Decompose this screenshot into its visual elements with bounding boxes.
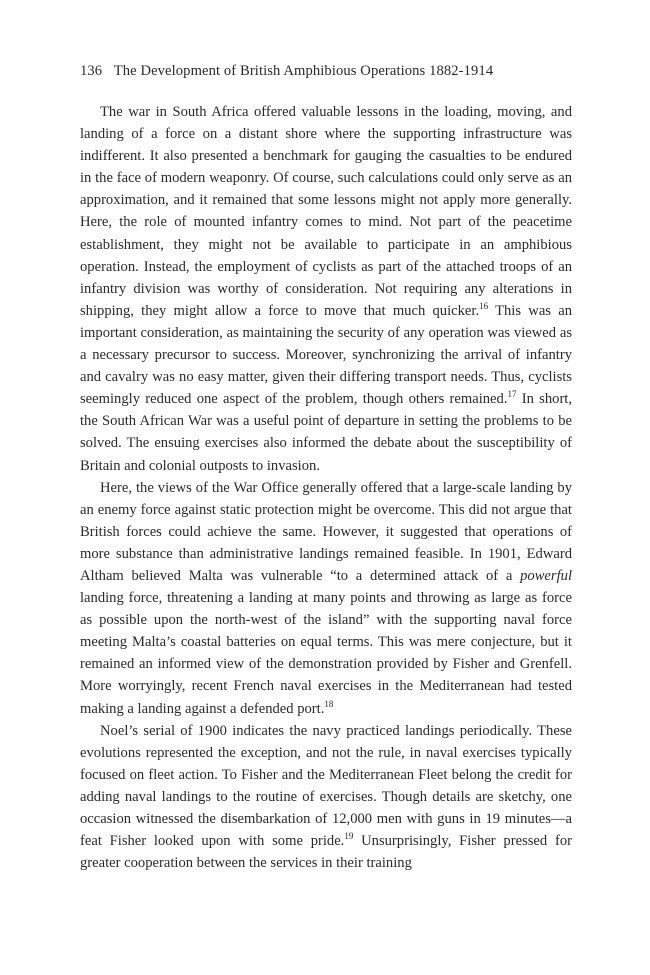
running-header <box>80 63 493 80</box>
text-run: In short, the South African War was a useful point of departure in setting the problems to be solved. The ensuing exercises also informed the debate about the susceptibility of Britain and colonial outposts to invasion. <box>80 391 573 474</box>
text-run: Unsurprisingly, Fisher pressed for greater cooperation between the services in their training <box>80 833 572 872</box>
paragraph <box>80 477 572 720</box>
paragraph <box>80 720 572 875</box>
italic-text: powerful <box>520 567 572 584</box>
footnote-ref: 19 <box>344 831 354 842</box>
running-title: The Development of British Amphibious Operations 1882-1914 <box>113 63 494 79</box>
body-text <box>80 101 572 874</box>
footnote-ref: 18 <box>324 698 334 709</box>
text-run: Here, the views of the War Office generally offered that a large-scale landing by an enemy force against static protection might be overcome. This did not argue that British forces could achieve the same. However, it suggested that operations of more substance than administrative landings remained feasible. In 1901, Edward Altham believed Malta was vulnerable “to a determined attack of a <box>80 479 572 584</box>
footnote-ref: 17 <box>507 389 517 400</box>
footnote-ref: 16 <box>479 300 489 311</box>
text-run: The war in South Africa offered valuable lessons in the loading, moving, and landing of a force on a distant shore where the supporting infrastructure was indifferent. It also presented a benchmark for gauging the casualties to be endured in the face of modern weaponry. Of course, such calculations could only serve as an approximation, and it remained that some lessons might not apply more generally. Here, the role of mounted infantry comes to mind. Not part of the peacetime establishment, they might not be available to participate in an amphibious operation. Instead, the employment of cyclists as part of the attached troops of an infantry division was worthy of consideration. Not requiring any alterations in shipping, they might allow a force to move that much quicker. <box>80 104 572 319</box>
page-number: 136 <box>80 63 103 79</box>
text-run: This was an important consideration, as maintaining the security of any operation was viewed as a necessary precursor to success. Moreover, synchronizing the arrival of infantry and cavalry was no easy matter, given their differing transport needs. Thus, cyclists seemingly reduced one aspect of the problem, though others remained. <box>80 302 572 408</box>
paragraph <box>80 101 572 477</box>
text-run: Noel’s serial of 1900 indicates the navy practiced landings periodically. These evolutions represented the exception, and not the rule, in naval exercises typically focused on fleet action. To Fisher and the Mediterranean Fleet belong the credit for adding naval landings to the routine of exercises. Though details are sketchy, one occasion witnessed the disembarkation of 12,000 men with guns in 19 minutes—a feat Fisher looked upon with some pride. <box>80 722 572 850</box>
text-run: landing force, threatening a landing at many points and throwing as large as force as possible upon the north-west of the island” with the supporting naval force meeting Malta’s coastal batteries on equal terms. This was mere conjecture, but it remained an informed view of the demonstration provided by Fisher and Grenfell. More worryingly, recent French naval exercises in the Mediterranean had tested making a landing against a defended port. <box>80 590 572 717</box>
